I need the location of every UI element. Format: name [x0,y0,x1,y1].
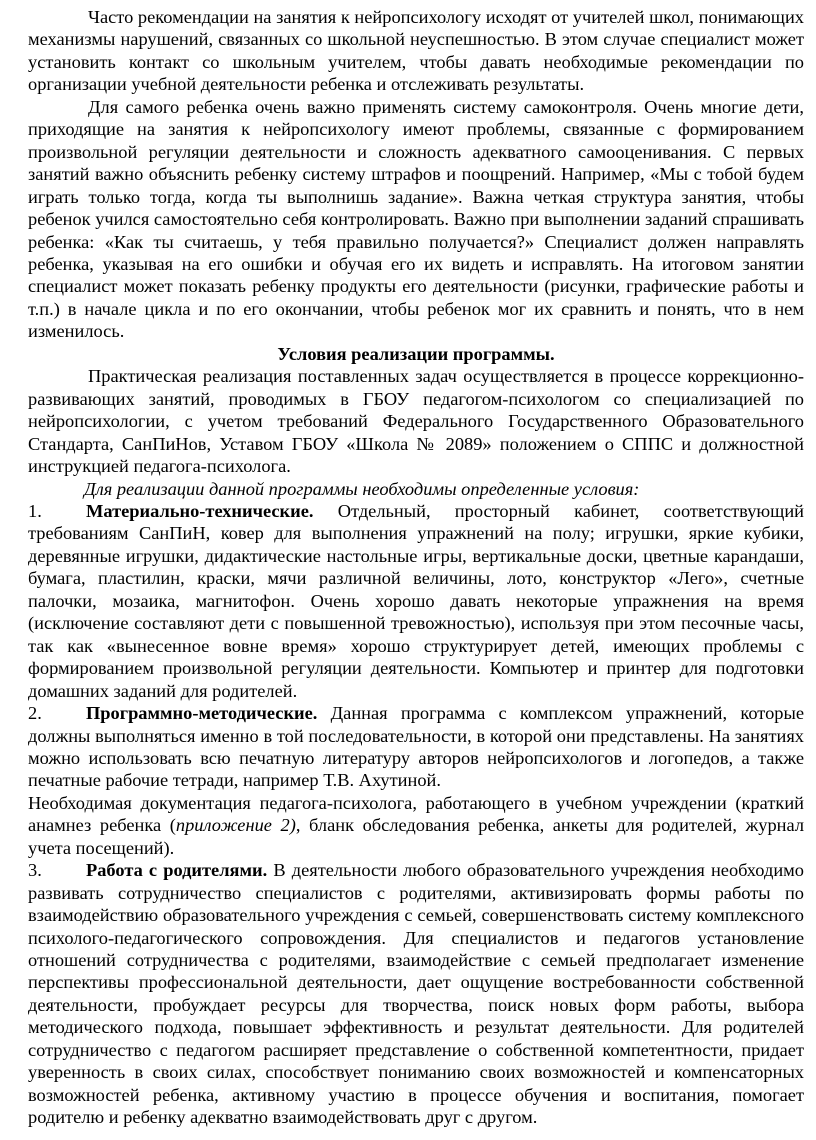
condition-item-parents [28,859,804,1128]
item-title: Материально-технические. [86,500,314,521]
conditions-intro: Для реализации данной программы необходимы определенные условия: [84,478,640,499]
paragraph-recommendations: Часто рекомендации на занятия к нейропсихологу исходят от учителей школ, понимающих механизмы нарушений, связанных со школьной неуспешностью. В этом случае специалист может установить контакт со школьным учителем, чтобы давать необходимые рекомендации по организации учебной деятельности ребенка и отслеживать результаты. [28,7,804,95]
docs-text-after: , бланк обследования ребенка, анкеты для родителей, журнал учета посещений). [28,815,804,858]
item-title: Программно-методические. [86,703,318,724]
document-page [28,6,804,1129]
item-text: Данная программа с комплексом упражнений, которые должны выполняться именно в той последовательности, в которой они представлены. На занятиях можно использовать всю печатную литературу авторов нейропсихологов и логопедов, а также печатные рабочие тетради, например Т.В. Ахутиной. [28,703,804,791]
item-text: В деятельности любого образовательного учреждения необходимо развивать сотрудничество специалистов с родителями, активизировать формы работы по взаимодействию образовательного учреждения с семьей, совершенствовать систему комплексного психолого-педагогического сопровождения. Для специалистов и педагогов установление отношений сотрудничества с родителями, взаимодействие с семьей предполагает изменение перспективы профессиональной деятельности, дает ощущение востребованности собственной деятельности, пробуждает ресурсы для творчества, поиск новых форм работы, выбора методического подхода, повышает эффективность и результат деятельности. Для родителей сотрудничество с педагогом расширяет представление о собственной компетентности, придает уверенность в своих силах, способствует пониманию своих возможностей и компенсаторных возможностей ребенка, активному участию в процессе обучения и воспитания, помогает родителю и ребенку адекватно взаимодействовать друг с другом. [28,860,804,1128]
condition-item-methodical [28,702,804,792]
paragraph-implementation: Практическая реализация поставленных задач осуществляется в процессе коррекционно-развивающих занятий, проводимых в ГБОУ педагогом-психологом со специализацией по нейропсихологии, с учетом требований Федерального Государственного Образовательного Стандарта, СанПиНов, Уставом ГБОУ «Школа № 2089» положением о СППС и должностной инструкцией педагога-психолога. [28,366,804,477]
appendix-reference: приложение 2) [175,815,296,836]
section-heading: Условия реализации программы. [277,343,555,364]
item-number: 2. [28,703,42,724]
item-number: 1. [28,500,42,521]
item-number: 3. [28,860,42,881]
paragraph-self-control: Для самого ребенка очень важно применять систему самоконтроля. Очень многие дети, приходящие на занятия к нейропсихологу имеют проблемы, связанные с формированием произвольной регуляции деятельности и сложность адекватного самооценивания. С первых занятий важно объяснить ребенку систему штрафов и поощрений. Например, «Мы с тобой будем играть только тогда, когда ты выполнишь задание». Важна четкая структура занятия, чтобы ребенок учился самостоятельно себя контролировать. Важно при выполнении заданий спрашивать ребенка: «Как ты считаешь, у тебя правильно получается?» Специалист должен направлять ребенка, указывая на его ошибки и обучая его их видеть и исправлять. На итоговом занятии специалист может показать ребенку продукты его деятельности (рисунки, графические работы и т.п.) в начале цикла и по его окончании, чтобы ребенок мог их сравнить и понять, что в нем изменилось. [28,96,804,342]
item-title: Работа с родителями. [86,860,268,881]
paragraph-documentation [28,792,804,859]
condition-item-material [28,500,804,702]
item-text: Отдельный, просторный кабинет, соответствующий требованиям СанПиН, ковер для выполнения упражнений на полу; игрушки, яркие кубики, деревянные игрушки, дидактические настольные игры, вертикальные доски, цветные карандаши, бумага, пластилин, краски, мячи различной величины, лото, конструктор «Лего», счетные палочки, мозаика, магнитофон. Очень хорошо давать некоторые упражнения на время (исключение составляют дети с повышенной тревожностью), используя при этом песочные часы, так как «вынесенное вовне время» хорошо структурирует детей, имеющих проблемы с формированием произвольной регуляции деятельности. Компьютер и принтер для подготовки домашних заданий для родителей. [28,500,804,701]
docs-text-before: Необходимая документация педагога-психолога, работающего в учебном учреждении (краткий анамнез ребенка ( [28,792,804,836]
